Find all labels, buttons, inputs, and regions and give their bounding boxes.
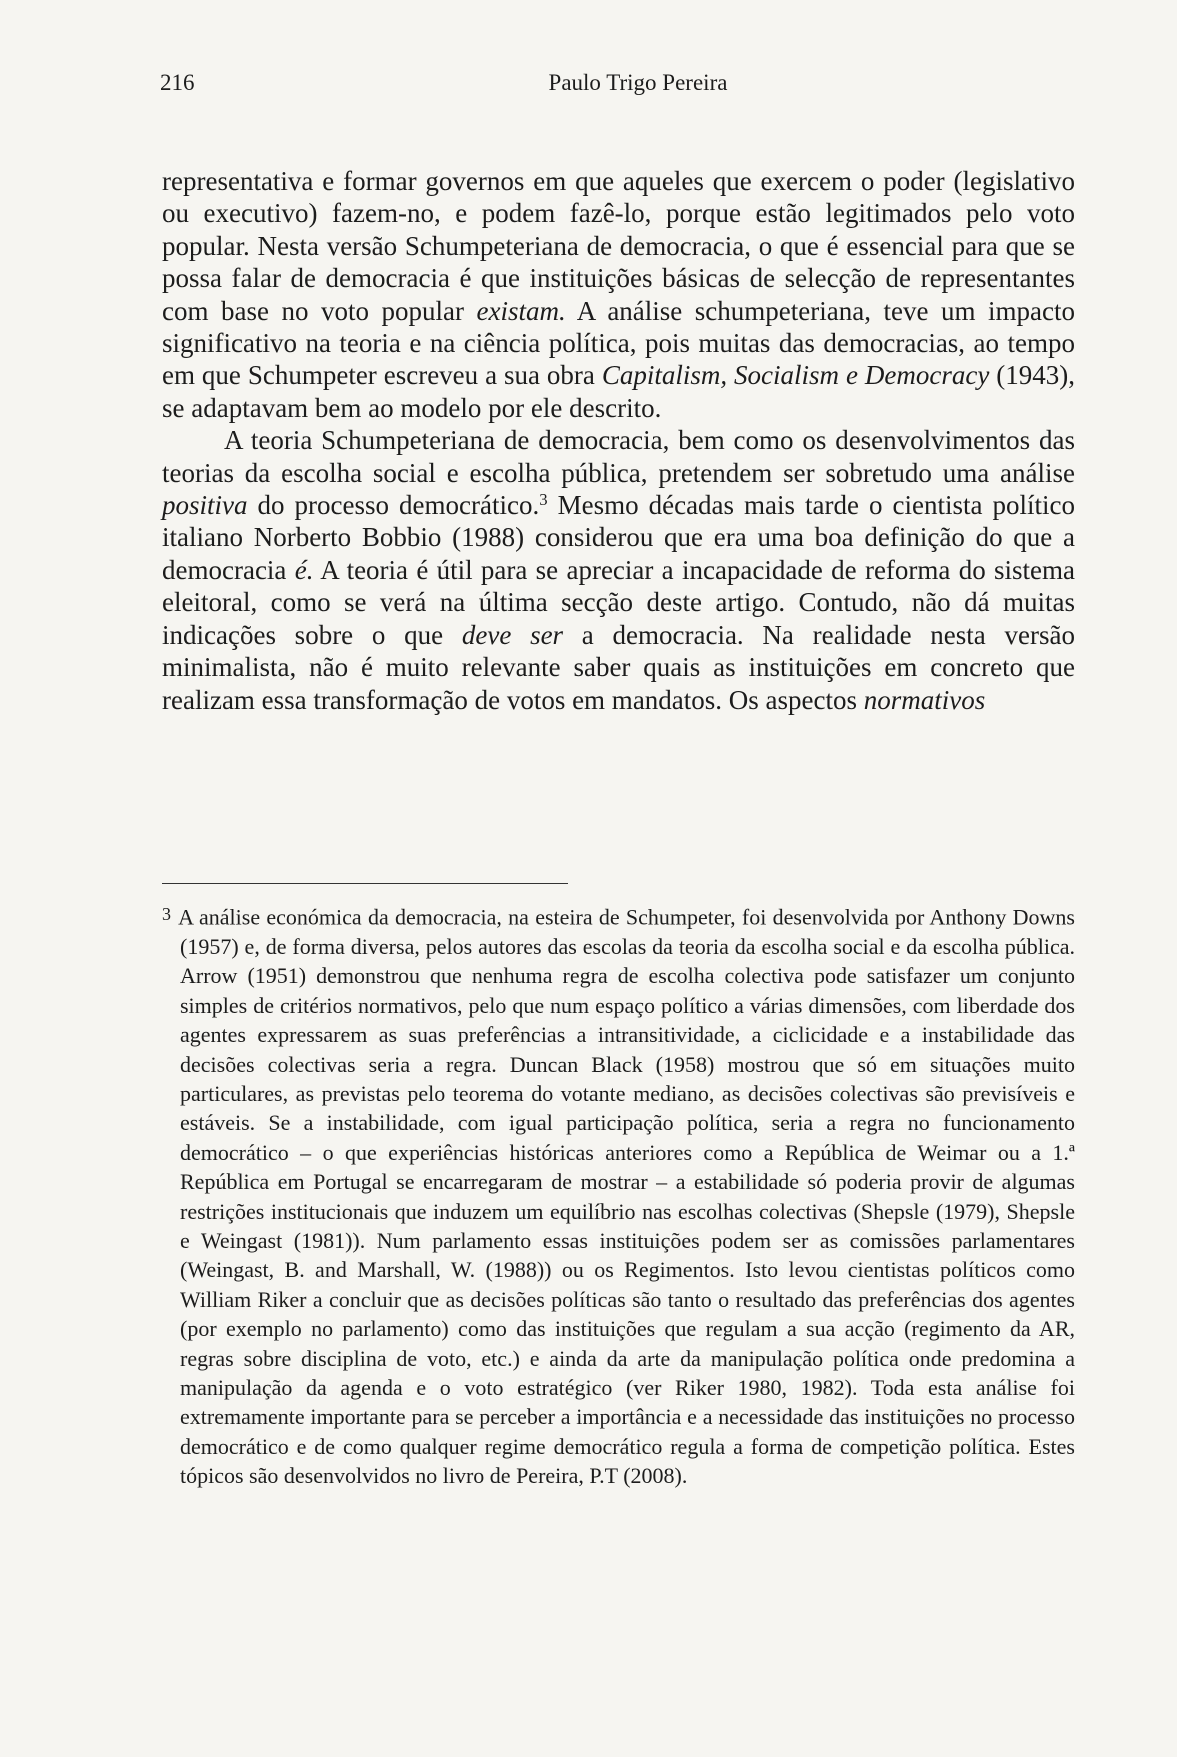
emphasis-existam: existam. bbox=[476, 295, 566, 326]
book-title: Capitalism, Socialism e Democracy bbox=[601, 360, 990, 391]
emphasis-deve-ser: deve ser bbox=[461, 619, 564, 650]
footnote-separator bbox=[162, 883, 568, 884]
body-text bbox=[162, 165, 1075, 716]
emphasis-e: é. bbox=[294, 554, 314, 585]
footnote-text: A análise económica da democracia, na esteira de Schumpeter, foi desenvolvida por Anthony Downs (1957) e, de forma diversa, pelos autores das escolas da teoria da escolha social e da escolha pública. Arrow (1951) demonstrou que nenhuma regra de escolha colectiva pode satisfazer um conjunto simples de critérios normativos, pelo que num espaço político a várias dimensões, com liberdade dos agentes expressarem as suas preferências a intransitividade, a ciclicidade e a instabilidade das decisões colectivas seria a regra. Duncan Black (1958) mostrou que só em situações muito particulares, as previstas pelo teorema do votante mediano, as decisões colectivas são previsíveis e estáveis. Se a instabilidade, com igual participação política, seria a regra no funcionamento democrático – o que experiências históricas anteriores como a República de Weimar ou a 1.ª República em Portugal se encarregaram de mostrar – a estabilidade só poderia provir de algumas restrições institucionais que induzem um equilíbrio nas escolhas colectivas (Shepsle (1979), Shepsle e Weingast (1981)). Num parlamento essas instituições podem ser as comissões parlamentares (Weingast, B. and Marshall, W. (1988)) ou os Regimentos. Isto levou cientistas políticos como William Riker a concluir que as decisões políticas são tanto o resultado das preferências dos agentes (por exemplo no parlamento) como das instituições que regulam a sua acção (regimento da AR, regras sobre disciplina de voto, etc.) e ainda da arte da manipulação política onde predomina a manipulação da agenda e o voto estratégico (ver Riker 1980, 1982). Toda esta análise foi extremamente importante para se perceber a importância e a necessidade das instituições no processo democrático e de como qualquer regime democrático regula a forma de competição política. Estes tópicos são desenvolvidos no livro de Pereira, P.T (2008). bbox=[178, 904, 1075, 1489]
page-number: 216 bbox=[160, 70, 195, 95]
emphasis-normativos: normativos bbox=[863, 684, 986, 715]
emphasis-positiva: positiva bbox=[162, 490, 248, 521]
running-head: Paulo Trigo Pereira bbox=[548, 70, 728, 95]
footnote-mark: 3 bbox=[162, 904, 171, 924]
paragraph-1: representativa e formar governos em que aqueles que exercem o poder (legislativo ou executivo) fazem-no, e podem fazê-lo, porque estão legitimados pelo voto popular. Nesta versão Schumpeteriana de democracia, o que é essencial para que se possa falar de democracia é que instituições básicas de selecção de representantes com base no voto popular existam. A análise schumpeteriana, teve um impacto significativo na teoria e na ciência política, pois muitas das democracias, ao tempo em que Schumpeter escreveu a sua obra Capitalism, Socialism e Democracy (1943), se adaptavam bem ao modelo por ele descrito. bbox=[162, 166, 1075, 423]
footnote-reference[interactable]: 3 bbox=[539, 489, 548, 509]
page-header bbox=[160, 70, 1076, 104]
paragraph-2: A teoria Schumpeteriana de democracia, bem como os desenvolvimentos das teorias da escolha social e escolha pública, pretendem ser sobretudo uma análise positiva do processo democrático.$^3$ Mesmo décadas mais tarde o cientista político italiano Norberto Bobbio (1988) considerou que era uma boa definição do que a democracia é. A teoria é útil para se apreciar a incapacidade de reforma do sistema eleitoral, como se verá na última secção deste artigo. Contudo, não dá muitas indicações sobre o que deve ser a democracia. Na realidade nesta versão minimalista, não é muito relevante saber quais as instituições em concreto que realizam essa transformação de votos em mandatos. Os aspectos normativos bbox=[162, 425, 1076, 715]
footnote bbox=[162, 900, 1075, 1491]
